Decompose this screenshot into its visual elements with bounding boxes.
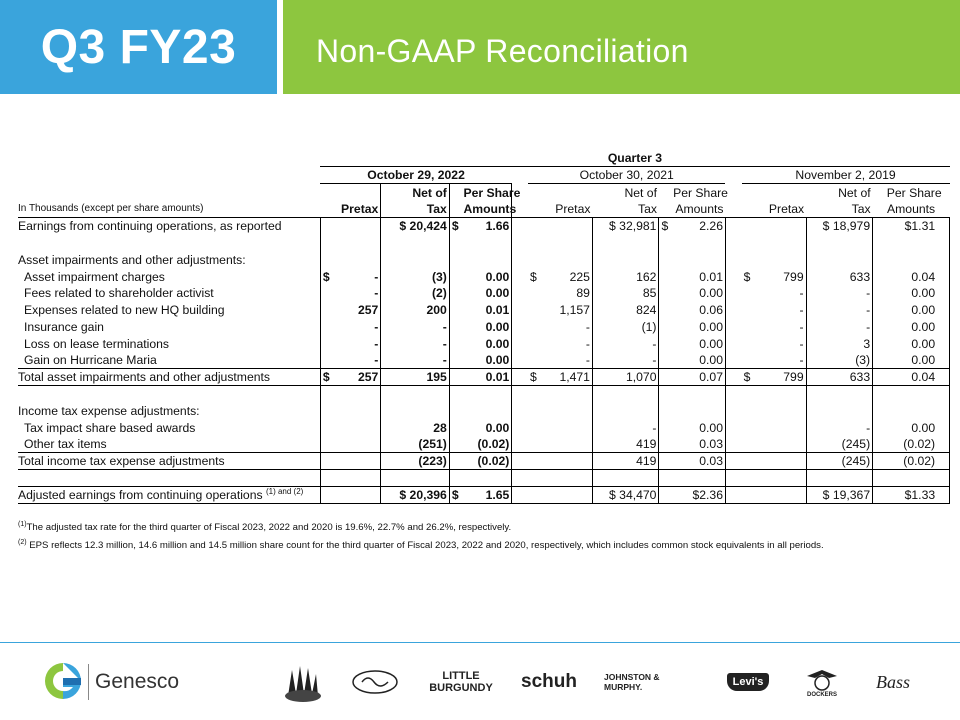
genesco-separator <box>88 664 89 700</box>
cell <box>756 217 806 234</box>
footnote-marker: (2) <box>18 539 27 546</box>
cell: 1.66 <box>461 217 511 234</box>
johnston-murphy-logo: JOHNSTON & MURPHY. <box>604 672 660 692</box>
cell: 0.00 <box>699 319 723 334</box>
table-row <box>18 453 950 470</box>
cell: - <box>799 319 804 334</box>
cell: - <box>799 353 804 368</box>
p2-amounts-label: Amounts <box>675 201 724 216</box>
footer-divider <box>0 642 960 643</box>
cell: - <box>806 301 873 318</box>
cell: (0.02) <box>885 453 937 470</box>
levis-label: Levi's <box>727 673 770 691</box>
cell: - <box>374 336 379 351</box>
cell: - <box>585 336 590 351</box>
cell: $ <box>742 369 756 386</box>
dockers-wings-icon <box>805 666 839 692</box>
journeys-logo-icon <box>280 660 326 704</box>
footnote-ref: (1) and (2) <box>265 486 304 496</box>
cell: 0.00 <box>911 319 936 334</box>
quarter-label: Quarter 3 <box>320 150 949 167</box>
row-label: Total income tax expense adjustments <box>18 453 320 470</box>
cell: 1,070 <box>592 369 659 386</box>
cell: 0.04 <box>911 269 936 284</box>
cell: 1,157 <box>559 303 590 318</box>
footnote-text: EPS reflects 12.3 million, 14.6 million and 14.5 million share count for the third quarter of Fiscal 2023, 2022 and 2020, respectively, which includes common stock equivalents in all periods. <box>29 540 824 552</box>
cell: 1.65 <box>461 487 511 504</box>
cell: $ <box>743 269 751 284</box>
cell: 0.00 <box>485 269 510 284</box>
section-heading: Asset impairments and other adjustments: <box>18 252 246 267</box>
cell: $ <box>528 369 542 386</box>
cell: - <box>585 353 590 368</box>
cell: - <box>799 336 804 351</box>
period-1-date: October 29, 2022 <box>320 167 511 184</box>
p3-pretax-label: Pretax <box>768 201 805 216</box>
cell: - <box>592 352 659 369</box>
p1-net-of-label: Net of <box>381 184 450 201</box>
cell: 0.00 <box>911 303 936 318</box>
cell: 0.00 <box>485 353 510 368</box>
cell: 0.00 <box>699 286 723 301</box>
cell: (251) <box>381 436 450 453</box>
cell: 0.01 <box>461 369 511 386</box>
row-label: Loss on lease terminations <box>24 336 169 351</box>
cell: 419 <box>592 436 659 453</box>
cell: 0.00 <box>485 420 510 435</box>
table-row <box>18 419 950 436</box>
cell: $2.36 <box>671 487 725 504</box>
p1-pretax-label: Pretax <box>341 201 379 216</box>
cell: (2) <box>381 285 450 302</box>
reconciliation-table <box>18 150 950 504</box>
footnote-2 <box>18 535 948 554</box>
cell: - <box>806 285 873 302</box>
cell: (1) <box>592 318 659 335</box>
table-row <box>18 369 950 386</box>
cell: $ 20,424 <box>381 217 450 234</box>
cell: 0.00 <box>911 420 936 435</box>
journeys-kidz-logo-icon <box>350 660 400 704</box>
cell: - <box>374 286 379 301</box>
table-row <box>18 436 950 453</box>
cell: (0.02) <box>461 453 511 470</box>
cell: 89 <box>576 286 590 301</box>
cell: 0.00 <box>699 420 723 435</box>
cell: $ 34,470 <box>592 487 659 504</box>
cell: - <box>585 319 590 334</box>
cell: $ 19,367 <box>806 487 873 504</box>
p1-amounts-label: Amounts <box>463 201 517 216</box>
cell: 0.06 <box>699 303 723 318</box>
footnote-text: The adjusted tax rate for the third quarter of Fiscal 2023, 2022 and 2020 is 19.6%, 22.7% and 26.2%, respectively. <box>26 522 512 534</box>
cell: - <box>374 353 379 368</box>
genesco-logo-icon <box>44 661 82 701</box>
cell: $ <box>320 268 340 285</box>
cell: $ <box>449 487 461 504</box>
p3-amounts-label: Amounts <box>887 201 936 216</box>
cell: 257 <box>341 369 381 386</box>
row-label: Tax impact share based awards <box>24 420 196 435</box>
cell: $1.33 <box>885 487 937 504</box>
cell: 0.00 <box>911 286 936 301</box>
cell: - <box>806 318 873 335</box>
bass-logo: Bass <box>875 671 910 692</box>
footnote-1 <box>18 517 948 536</box>
cell: $1.31 <box>885 217 937 234</box>
table-row <box>18 301 950 318</box>
row-label: Gain on Hurricane Maria <box>24 353 157 368</box>
row-label: Asset impairment charges <box>24 269 165 284</box>
cell: 0.00 <box>485 319 510 334</box>
cell: 0.01 <box>699 269 723 284</box>
cell: $ 32,981 <box>592 217 659 234</box>
p1-tax-label: Tax <box>381 201 450 218</box>
cell: 0.03 <box>671 453 725 470</box>
table-row: Earnings from continuing operations, as reported $ 20,424 $ 1.66 $ 32,981 $ 2.26 $ 18,979 $1.31 <box>18 217 950 234</box>
cell: $ <box>449 217 461 234</box>
adjusted-label-text: Adjusted earnings from continuing operations <box>18 488 263 503</box>
p2-per-share-label: Per Share <box>673 185 728 200</box>
schuh-logo: schuh <box>521 671 577 692</box>
little-burgundy-line-1: LITTLE <box>442 670 480 682</box>
cell: 225 <box>569 269 590 284</box>
cell: (223) <box>381 453 450 470</box>
cell: 0.00 <box>911 336 936 351</box>
row-label: Earnings from continuing operations, as reported <box>18 217 320 234</box>
table-row <box>18 335 950 352</box>
genesco-wordmark: Genesco <box>95 670 180 693</box>
cell: 0.03 <box>699 437 723 452</box>
cell: (0.02) <box>477 437 510 452</box>
p3-per-share-label: Per Share <box>886 185 942 200</box>
cell: 2.26 <box>671 217 725 234</box>
page-title: Non-GAAP Reconciliation <box>316 33 689 69</box>
p2-net-of-label: Net of <box>624 185 657 200</box>
table-row <box>18 487 950 504</box>
row-label-adjusted <box>18 487 320 504</box>
p2-pretax-label: Pretax <box>555 201 591 216</box>
cell: - <box>806 419 873 436</box>
cell: 0.00 <box>485 336 510 351</box>
row-label: Expenses related to new HQ building <box>24 303 225 318</box>
cell: (245) <box>806 453 873 470</box>
cell: 0.00 <box>485 286 510 301</box>
cell: 0.00 <box>699 353 723 368</box>
period-3-date: November 2, 2019 <box>742 167 950 184</box>
cell: 0.01 <box>485 303 510 318</box>
cell: 85 <box>592 285 659 302</box>
cell: $ <box>320 369 340 386</box>
cell: (245) <box>806 436 873 453</box>
p2-tax-label: Tax <box>638 201 657 216</box>
p3-net-of-label: Net of <box>838 185 871 200</box>
cell: $ 20,396 <box>381 487 450 504</box>
cell: 799 <box>756 369 806 386</box>
cell: (3) <box>381 268 450 285</box>
period-2-date: October 30, 2021 <box>528 167 726 184</box>
cell <box>542 217 592 234</box>
cell: - <box>374 319 379 334</box>
cell: (3) <box>806 352 873 369</box>
cell: 0.04 <box>885 369 937 386</box>
cell: 200 <box>381 301 450 318</box>
row-label: Fees related to shareholder activist <box>24 286 214 301</box>
cell: (0.02) <box>903 437 936 452</box>
section-heading: Income tax expense adjustments: <box>18 404 200 419</box>
units-label: In Thousands (except per share amounts) <box>18 202 204 214</box>
cell: - <box>374 269 379 284</box>
cell: - <box>381 318 450 335</box>
cell: 162 <box>592 268 659 285</box>
row-label: Insurance gain <box>24 319 104 334</box>
levis-logo <box>725 660 771 704</box>
cell: 0.00 <box>699 336 723 351</box>
table-row <box>18 268 950 285</box>
row-label: Total asset impairments and other adjustments <box>18 369 320 386</box>
cell: $ 18,979 <box>806 217 873 234</box>
period-label: Q3 FY23 <box>40 20 237 74</box>
cell: 419 <box>592 453 659 470</box>
little-burgundy-logo <box>428 660 494 704</box>
little-burgundy-line-2: BURGUNDY <box>429 682 493 694</box>
cell: - <box>592 335 659 352</box>
cell: - <box>799 303 804 318</box>
cell: 1,471 <box>542 369 592 386</box>
dockers-label: DOCKERS <box>806 692 837 698</box>
cell: 0.00 <box>911 353 936 368</box>
cell: - <box>381 352 450 369</box>
cell: 799 <box>783 269 804 284</box>
cell <box>341 217 381 234</box>
footnote-marker: (1) <box>18 521 27 528</box>
p3-tax-label: Tax <box>851 201 871 216</box>
cell: 633 <box>806 268 873 285</box>
cell: $ <box>529 269 537 284</box>
cell: 633 <box>806 369 873 386</box>
cell: 195 <box>381 369 450 386</box>
cell: 28 <box>381 419 450 436</box>
cell: 3 <box>806 335 873 352</box>
table-row <box>18 352 950 369</box>
dockers-logo <box>800 660 844 704</box>
p1-per-share-label: Per Share <box>463 185 521 200</box>
cell: - <box>592 419 659 436</box>
cell: - <box>381 335 450 352</box>
row-label: Other tax items <box>24 437 107 452</box>
cell: 257 <box>357 303 379 318</box>
cell: 824 <box>592 301 659 318</box>
table-row <box>18 318 950 335</box>
cell: 0.07 <box>671 369 725 386</box>
table-row <box>18 285 950 302</box>
cell: - <box>799 286 804 301</box>
